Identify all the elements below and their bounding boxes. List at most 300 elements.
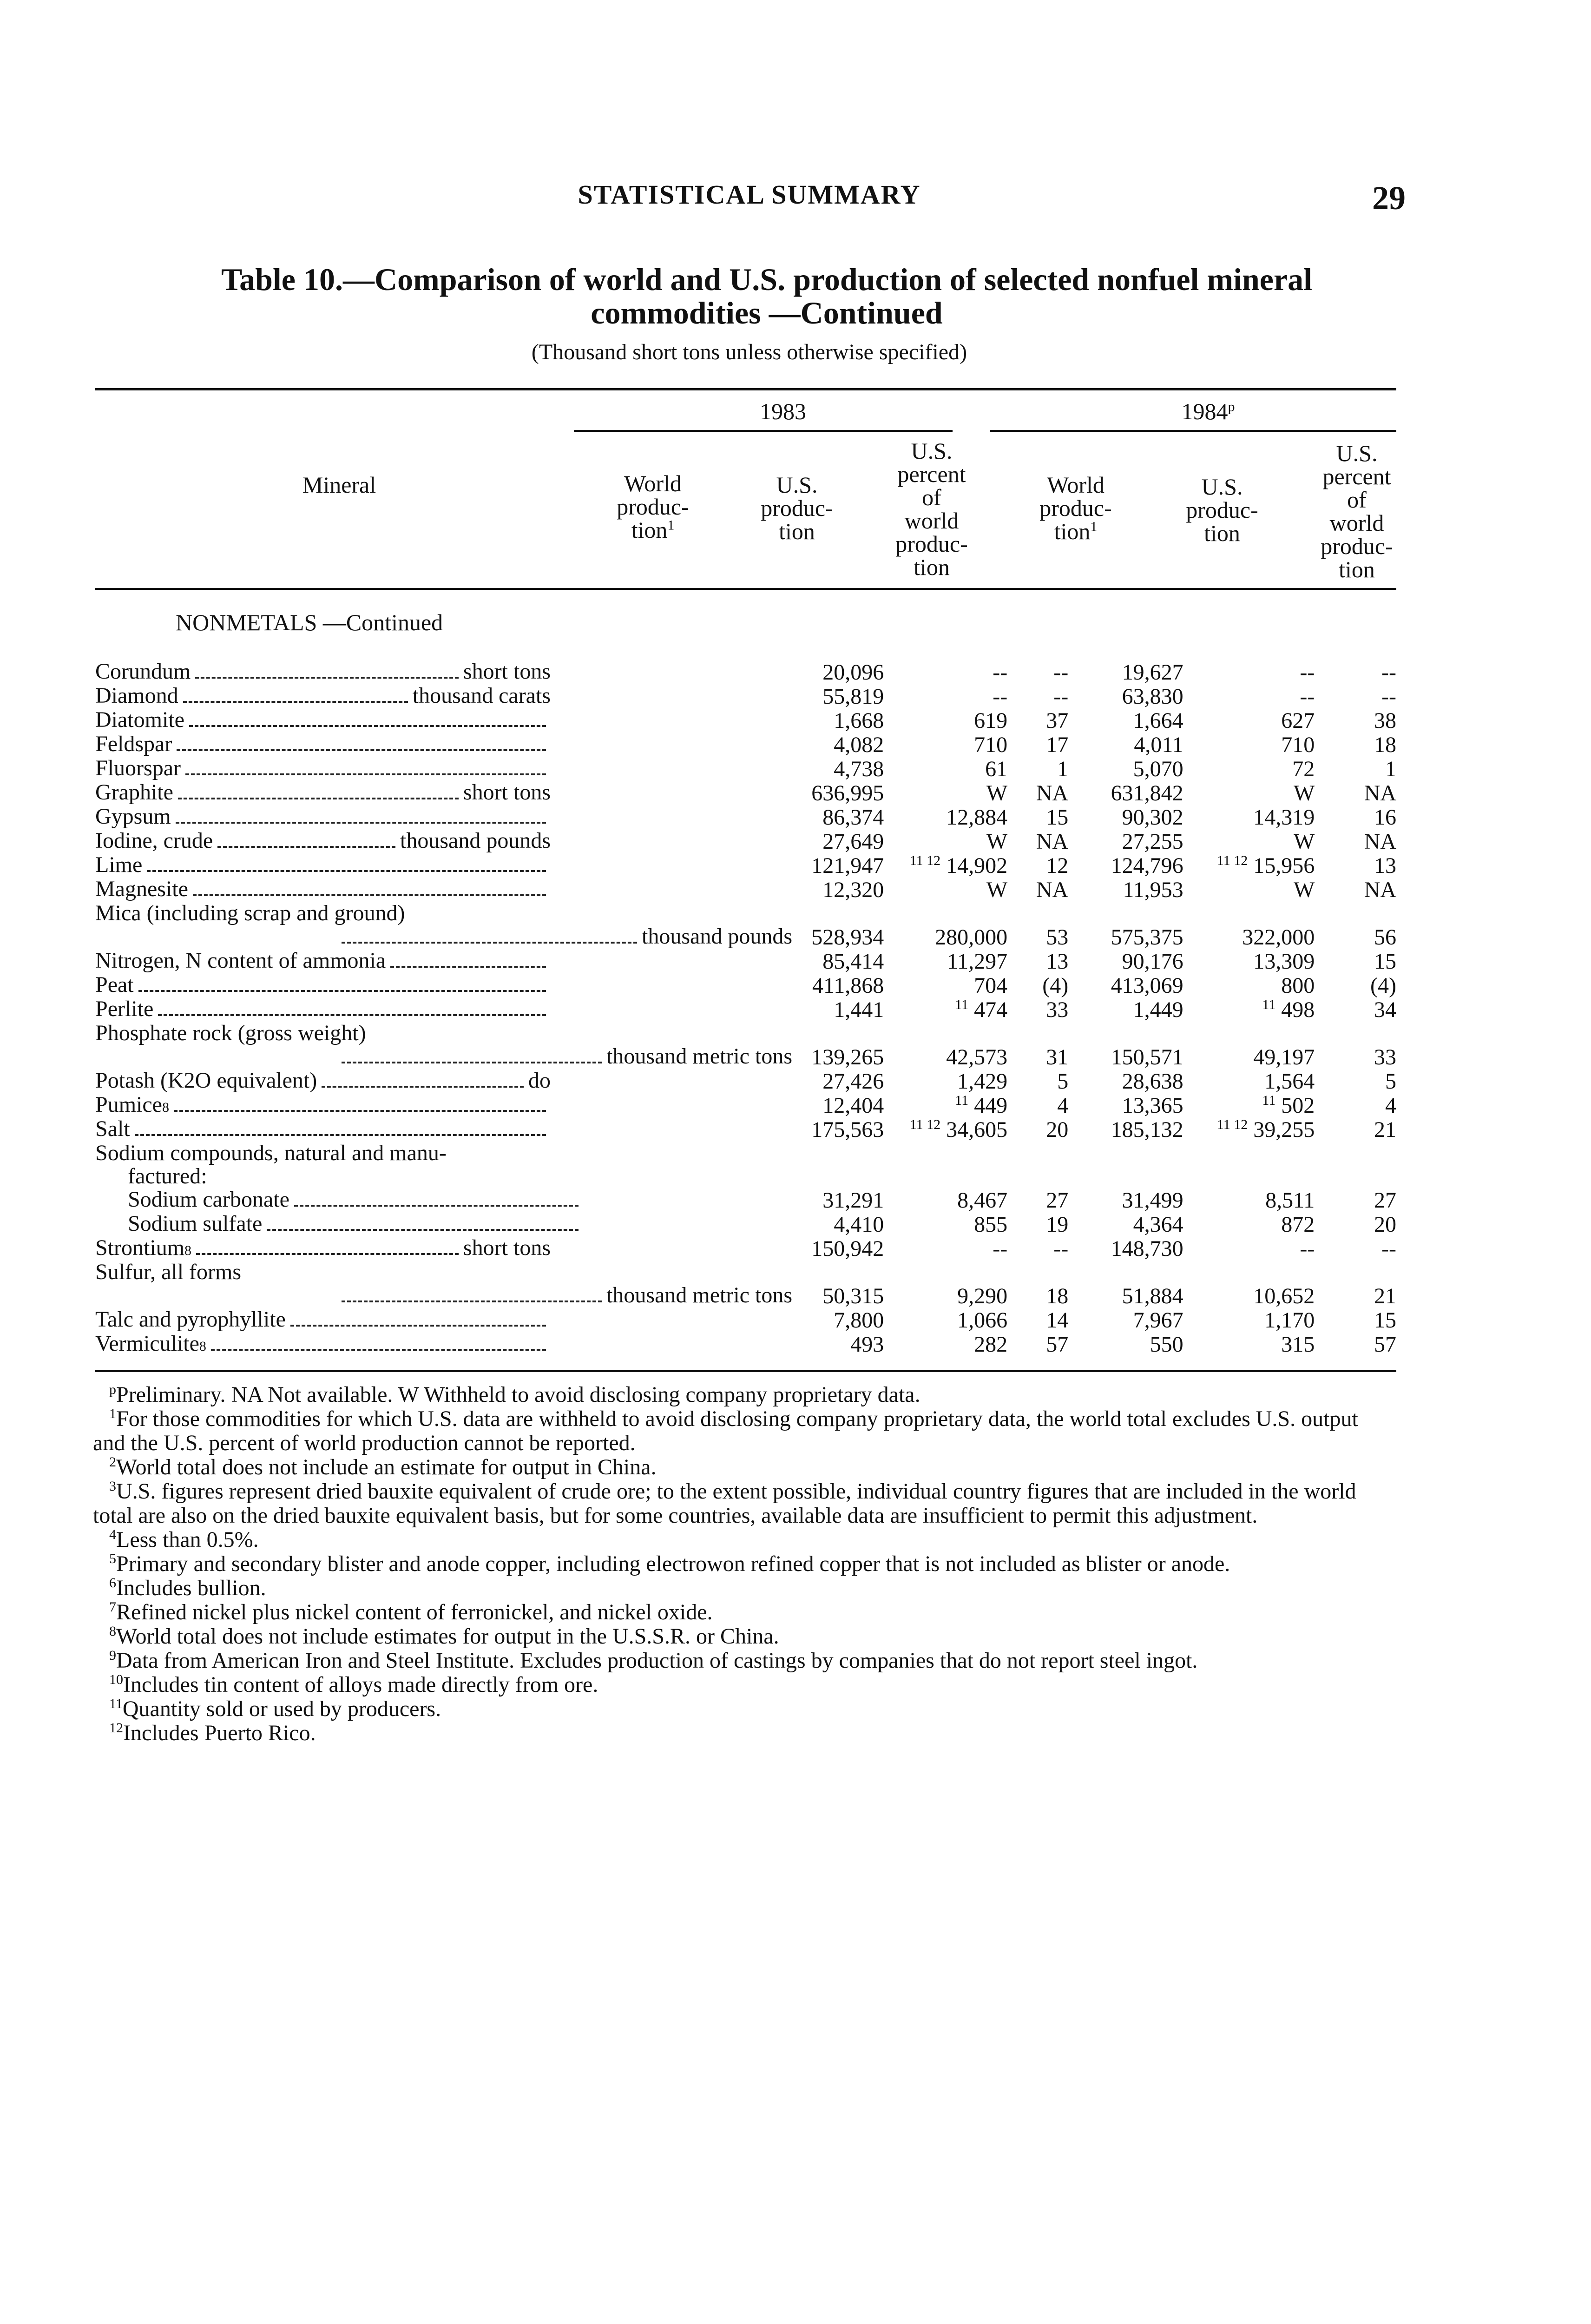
value-cell-pc84 bbox=[1315, 878, 1396, 902]
table-row bbox=[95, 781, 1396, 805]
world-production-1983-header bbox=[581, 472, 725, 541]
value-text: 124,796 bbox=[1111, 853, 1183, 878]
value-cell-pc83 bbox=[1007, 708, 1068, 733]
rule-1983 bbox=[574, 430, 953, 432]
value-text: 449 bbox=[974, 1093, 1008, 1118]
value-text: 33 bbox=[1374, 1045, 1396, 1070]
table-row bbox=[95, 997, 1396, 1022]
value-cell-pc84 bbox=[1315, 949, 1396, 973]
mineral-table-body bbox=[95, 660, 1396, 1356]
footnote-text: Primary and secondary blister and anode copper, including electrowon refined copper that is not included as blister or anode. bbox=[116, 1552, 1230, 1576]
header-line: of bbox=[1347, 487, 1367, 513]
value-text: 411,868 bbox=[812, 973, 884, 998]
value-cell-us83 bbox=[884, 829, 1007, 853]
footnote bbox=[93, 1552, 1394, 1576]
value-cell-pc83 bbox=[1007, 757, 1068, 781]
header-line: of bbox=[922, 484, 941, 510]
header-line: World bbox=[624, 470, 682, 496]
mineral-name: Pumice bbox=[95, 1092, 162, 1117]
value-cell-us83 bbox=[884, 1165, 1007, 1188]
leader-dots bbox=[147, 870, 546, 872]
value-cell-wp84 bbox=[1068, 949, 1183, 973]
value-text: 31,499 bbox=[1122, 1188, 1183, 1213]
mineral-name-wrap bbox=[95, 925, 792, 949]
value-cell-pc83 bbox=[1007, 997, 1068, 1022]
header-bottom-rule bbox=[95, 588, 1396, 590]
year-1984-sup: p bbox=[1228, 399, 1235, 415]
value-cell-us84 bbox=[1183, 1236, 1315, 1261]
footnote-mark: 10 bbox=[109, 1672, 123, 1687]
mineral-cell bbox=[95, 1261, 792, 1284]
value-text: W bbox=[1293, 781, 1315, 805]
footnote bbox=[93, 1576, 1394, 1600]
value-text: -- bbox=[1381, 684, 1396, 709]
mineral-name-wrap: Pumice 8 bbox=[95, 1093, 551, 1117]
mineral-cell bbox=[95, 1212, 792, 1236]
value-cell-us84 bbox=[1183, 1212, 1315, 1236]
value-cell-us83 bbox=[884, 1212, 1007, 1236]
value-cell-us83 bbox=[884, 781, 1007, 805]
value-text: -- bbox=[1300, 684, 1315, 709]
mineral-cell bbox=[95, 973, 792, 997]
value-text: 11,953 bbox=[1123, 878, 1183, 902]
leader-dots bbox=[183, 701, 408, 703]
value-cell-pc83 bbox=[1007, 878, 1068, 902]
mineral-name: Fluorspar bbox=[95, 756, 181, 780]
value-cell-us84 bbox=[1183, 1093, 1315, 1117]
value-text: 631,842 bbox=[1111, 781, 1183, 805]
footnote-text: Refined nickel plus nickel content of ferronickel, and nickel oxide. bbox=[116, 1600, 713, 1624]
value-text: 31,291 bbox=[822, 1188, 884, 1213]
value-cell-wp83 bbox=[792, 733, 884, 757]
value-text: 9,290 bbox=[957, 1284, 1008, 1308]
world-production-1984-header bbox=[1001, 473, 1150, 543]
value-cell-wp83 bbox=[792, 997, 884, 1022]
section-label: NONMETALS —Continued bbox=[176, 609, 443, 635]
table-row bbox=[95, 878, 1396, 902]
value-text: 1,449 bbox=[1133, 997, 1183, 1022]
mineral-name-wrap bbox=[95, 805, 551, 829]
value-text: NA bbox=[1364, 878, 1396, 902]
value-text: 18 bbox=[1046, 1284, 1069, 1308]
leader-dots bbox=[158, 1014, 546, 1016]
mineral-name: Sulfur, all forms bbox=[95, 1260, 242, 1284]
value-text: 20 bbox=[1374, 1212, 1396, 1237]
value-text: 49,197 bbox=[1253, 1045, 1315, 1070]
mineral-name-wrap bbox=[95, 1165, 583, 1188]
header-line: produc- bbox=[761, 495, 833, 521]
leader-dots bbox=[290, 1325, 546, 1327]
mineral-name-wrap bbox=[95, 829, 551, 853]
table-row bbox=[95, 973, 1396, 997]
leader-dots bbox=[176, 822, 546, 824]
value-text: 14,902 bbox=[946, 853, 1008, 878]
footnote-ref: 11 bbox=[1262, 1093, 1276, 1108]
value-cell-wp84 bbox=[1068, 1308, 1183, 1332]
value-cell-wp84 bbox=[1068, 1142, 1183, 1165]
footnote-text: For those commodities for which U.S. data are withheld to avoid disclosing company proprietary data, the world total excludes U.S. output and the U.S. percent of world production cannot be reported. bbox=[93, 1406, 1358, 1455]
value-cell-us84 bbox=[1183, 1332, 1315, 1356]
footnote-ref: 11 12 bbox=[909, 1117, 941, 1132]
mineral-name-wrap bbox=[95, 684, 551, 708]
value-text: 855 bbox=[974, 1212, 1008, 1237]
value-text: 1 bbox=[1057, 757, 1069, 781]
value-text: 150,942 bbox=[811, 1236, 884, 1261]
value-cell-us83 bbox=[884, 1284, 1007, 1308]
value-cell-pc83 bbox=[1007, 781, 1068, 805]
mineral-name-wrap bbox=[95, 1188, 583, 1212]
us-percent-1983-header bbox=[874, 439, 990, 579]
year-1983-header: 1983 bbox=[760, 398, 806, 424]
value-cell-us84 bbox=[1183, 878, 1315, 902]
footnote-mark: 3 bbox=[109, 1479, 116, 1494]
value-text: 704 bbox=[974, 973, 1008, 998]
value-cell-wp83 bbox=[792, 1022, 884, 1045]
mineral-cell bbox=[95, 925, 792, 949]
leader-dots bbox=[135, 1134, 546, 1136]
us-production-1983-header bbox=[730, 473, 864, 543]
value-text: NA bbox=[1364, 829, 1396, 854]
value-text: 1,441 bbox=[834, 997, 884, 1022]
value-cell-wp84 bbox=[1068, 973, 1183, 997]
leader-dots bbox=[178, 798, 459, 799]
value-text: 15,956 bbox=[1253, 853, 1315, 878]
value-text: 13,309 bbox=[1253, 949, 1315, 974]
header-text: tion bbox=[631, 517, 668, 543]
value-text: 16 bbox=[1374, 805, 1396, 830]
footnote-mark: 8 bbox=[109, 1624, 116, 1639]
top-rule bbox=[95, 388, 1396, 390]
value-cell-pc83 bbox=[1007, 853, 1068, 878]
value-text: 502 bbox=[1281, 1093, 1315, 1118]
value-cell-us84 bbox=[1183, 853, 1315, 878]
header-line: tion bbox=[1204, 520, 1240, 546]
mineral-name-wrap: Vermiculite 8 bbox=[95, 1332, 551, 1356]
value-text: -- bbox=[1053, 660, 1069, 685]
unit-label: short tons bbox=[463, 780, 551, 805]
value-cell-us84 bbox=[1183, 684, 1315, 708]
value-cell-pc84 bbox=[1315, 757, 1396, 781]
mineral-name: Sodium carbonate bbox=[128, 1187, 289, 1212]
value-cell-wp84 bbox=[1068, 1093, 1183, 1117]
value-text: 413,069 bbox=[1111, 973, 1183, 998]
mineral-name-wrap bbox=[95, 1069, 551, 1093]
value-text: 4 bbox=[1057, 1093, 1069, 1118]
mineral-name: Salt bbox=[95, 1116, 130, 1141]
value-cell-pc83 bbox=[1007, 1142, 1068, 1165]
footnote-text: Less than 0.5%. bbox=[116, 1527, 259, 1552]
footnote-text: Quantity sold or used by producers. bbox=[122, 1697, 441, 1721]
footnote bbox=[93, 1383, 1394, 1407]
table-row bbox=[95, 1332, 1396, 1356]
mineral-cell bbox=[95, 1117, 792, 1142]
mineral-cell bbox=[95, 878, 792, 902]
value-text: 1,664 bbox=[1133, 708, 1183, 733]
value-text: 619 bbox=[974, 708, 1008, 733]
value-cell-wp83 bbox=[792, 708, 884, 733]
value-cell-pc83 bbox=[1007, 684, 1068, 708]
table-row bbox=[95, 925, 1396, 949]
value-text: 4 bbox=[1385, 1093, 1396, 1118]
value-cell-pc83 bbox=[1007, 1093, 1068, 1117]
value-text: 39,255 bbox=[1253, 1117, 1315, 1142]
value-cell-us84 bbox=[1183, 1069, 1315, 1093]
leader-dots bbox=[342, 1062, 602, 1063]
value-text: 19 bbox=[1046, 1212, 1069, 1237]
year-1984-header bbox=[1134, 400, 1282, 423]
value-text: 27 bbox=[1374, 1188, 1396, 1213]
value-text: 872 bbox=[1281, 1212, 1315, 1237]
mineral-cell bbox=[95, 853, 792, 878]
mineral-name-wrap bbox=[95, 1022, 551, 1045]
value-text: 57 bbox=[1046, 1332, 1069, 1357]
value-text: 27,649 bbox=[822, 829, 884, 854]
header-line: tion bbox=[779, 518, 815, 544]
us-percent-1984-header bbox=[1296, 442, 1417, 581]
value-cell-us84 bbox=[1183, 1165, 1315, 1188]
value-text: 17 bbox=[1046, 733, 1069, 757]
value-cell-wp83 bbox=[792, 1045, 884, 1069]
mineral-cell bbox=[95, 1236, 792, 1261]
value-text: (4) bbox=[1370, 973, 1396, 998]
value-cell-pc83 bbox=[1007, 1045, 1068, 1069]
leader-dots bbox=[217, 846, 395, 848]
value-cell-us83 bbox=[884, 878, 1007, 902]
footnote bbox=[93, 1697, 1394, 1721]
mineral-name: Corundum bbox=[95, 659, 191, 684]
mineral-name-wrap: Strontium 8 short tons bbox=[95, 1235, 551, 1260]
footnote-ref: 11 bbox=[955, 1093, 969, 1108]
value-cell-pc84 bbox=[1315, 1308, 1396, 1332]
value-text: -- bbox=[993, 660, 1008, 685]
footnote-mark: 2 bbox=[109, 1454, 116, 1470]
mineral-name: factured: bbox=[128, 1164, 207, 1188]
mineral-cell bbox=[95, 1308, 792, 1332]
value-text: 1,170 bbox=[1264, 1308, 1315, 1333]
value-text: 33 bbox=[1046, 997, 1069, 1022]
value-cell-us84 bbox=[1183, 829, 1315, 853]
value-cell-pc83 bbox=[1007, 1117, 1068, 1142]
mineral-name: Feldspar bbox=[95, 732, 172, 756]
value-cell-wp84 bbox=[1068, 1261, 1183, 1284]
value-cell-us84 bbox=[1183, 1308, 1315, 1332]
mineral-name: Talc and pyrophyllite bbox=[95, 1307, 286, 1332]
mineral-cell bbox=[95, 949, 792, 973]
value-text: 63,830 bbox=[1122, 684, 1183, 709]
mineral-column-header: Mineral bbox=[302, 472, 376, 498]
value-text: 55,819 bbox=[822, 684, 884, 709]
value-text: 4,011 bbox=[1134, 733, 1183, 757]
value-cell-wp83 bbox=[792, 1142, 884, 1165]
value-cell-us84 bbox=[1183, 997, 1315, 1022]
header-line: produc- bbox=[1039, 495, 1112, 521]
value-text: W bbox=[1293, 829, 1315, 854]
value-cell-wp84 bbox=[1068, 829, 1183, 853]
value-cell-wp83 bbox=[792, 1261, 884, 1284]
value-cell-wp84 bbox=[1068, 1045, 1183, 1069]
value-text: 575,375 bbox=[1111, 925, 1183, 950]
unit-label: do bbox=[528, 1068, 551, 1093]
footnote-text: World total does not include an estimate for output in China. bbox=[116, 1455, 657, 1479]
footnote-mark: 12 bbox=[109, 1720, 123, 1736]
value-text: 27,426 bbox=[822, 1069, 884, 1094]
value-cell-wp83 bbox=[792, 1165, 884, 1188]
value-cell-wp83 bbox=[792, 660, 884, 684]
footnote-text: Includes tin content of alloys made directly from ore. bbox=[123, 1672, 598, 1697]
mineral-name: Diatomite bbox=[95, 707, 184, 732]
mineral-cell bbox=[95, 708, 792, 733]
value-cell-pc83 bbox=[1007, 733, 1068, 757]
footnote-mark: 5 bbox=[109, 1551, 116, 1566]
value-text: 8,467 bbox=[957, 1188, 1008, 1213]
footnote bbox=[93, 1721, 1394, 1745]
table-subtitle: (Thousand short tons unless otherwise specified) bbox=[531, 340, 967, 364]
mineral-name: Sodium sulfate bbox=[128, 1211, 263, 1236]
value-text: NA bbox=[1036, 781, 1069, 805]
value-cell-pc84 bbox=[1315, 708, 1396, 733]
leader-dots bbox=[189, 725, 546, 727]
value-cell-us83 bbox=[884, 733, 1007, 757]
mineral-name: Diamond bbox=[95, 683, 178, 708]
value-text: 90,176 bbox=[1122, 949, 1183, 974]
mineral-name-wrap bbox=[95, 733, 551, 757]
table-row bbox=[95, 1308, 1396, 1332]
value-cell-pc84 bbox=[1315, 925, 1396, 949]
value-text: -- bbox=[1381, 660, 1396, 685]
leader-dots bbox=[267, 1229, 579, 1231]
header-line: produc- bbox=[617, 494, 689, 520]
running-head: STATISTICAL SUMMARY bbox=[578, 179, 921, 210]
value-text: 10,652 bbox=[1253, 1284, 1315, 1308]
value-text: 1,429 bbox=[957, 1069, 1008, 1094]
table-title-line2: commodities —Continued bbox=[591, 295, 943, 330]
mineral-name-wrap bbox=[95, 902, 551, 925]
value-text: 14,319 bbox=[1253, 805, 1315, 830]
value-text: 15 bbox=[1046, 805, 1069, 830]
value-text: 19,627 bbox=[1122, 660, 1183, 685]
value-cell-pc83 bbox=[1007, 1069, 1068, 1093]
value-cell-pc83 bbox=[1007, 1261, 1068, 1284]
value-text: 13 bbox=[1046, 949, 1069, 974]
value-cell-wp83 bbox=[792, 1332, 884, 1356]
value-text: 20 bbox=[1046, 1117, 1069, 1142]
footnote-text: U.S. figures represent dried bauxite equivalent of crude ore; to the extent possible, individual country figures that are included in the world total are also on the dried bauxite equivalent basis, but for some countries, available data are insufficient to permit this adjustment. bbox=[93, 1479, 1356, 1528]
mineral-name-wrap bbox=[95, 660, 551, 684]
footnote bbox=[93, 1407, 1394, 1455]
leader-dots bbox=[342, 942, 637, 944]
value-text: 498 bbox=[1281, 997, 1315, 1022]
unit-label: thousand metric tons bbox=[606, 1283, 792, 1307]
value-text: 18 bbox=[1374, 733, 1396, 757]
value-text: -- bbox=[1300, 660, 1315, 685]
mineral-name: Nitrogen, N content of ammonia bbox=[95, 948, 386, 973]
unit-label: thousand pounds bbox=[642, 924, 792, 949]
value-text: 15 bbox=[1374, 1308, 1396, 1333]
value-text: 4,738 bbox=[834, 757, 884, 781]
us-production-1984-header bbox=[1157, 475, 1287, 545]
value-cell-us83 bbox=[884, 949, 1007, 973]
value-cell-wp83 bbox=[792, 949, 884, 973]
value-cell-us83 bbox=[884, 1332, 1007, 1356]
value-text: 1,668 bbox=[834, 708, 884, 733]
mineral-cell bbox=[95, 829, 792, 853]
value-text: 72 bbox=[1292, 757, 1315, 781]
value-cell-us84 bbox=[1183, 781, 1315, 805]
mineral-name-wrap bbox=[95, 1117, 551, 1142]
mineral-name-wrap bbox=[95, 1045, 792, 1069]
value-text: 11,297 bbox=[947, 949, 1008, 974]
footnote bbox=[93, 1455, 1394, 1479]
header-line bbox=[1001, 520, 1150, 543]
value-text: 1 bbox=[1385, 757, 1396, 781]
header-line: tion bbox=[1339, 556, 1375, 582]
value-cell-wp84 bbox=[1068, 684, 1183, 708]
value-cell-wp83 bbox=[792, 1236, 884, 1261]
value-text: 280,000 bbox=[935, 925, 1008, 950]
header-line: world bbox=[1329, 510, 1384, 536]
header-line: percent bbox=[897, 461, 966, 487]
header-line: produc- bbox=[895, 531, 968, 557]
footnote-text: Includes Puerto Rico. bbox=[123, 1721, 316, 1745]
footnote-mark: 9 bbox=[109, 1648, 116, 1663]
value-cell-us84 bbox=[1183, 805, 1315, 829]
table-row bbox=[95, 1022, 1396, 1045]
value-cell-us83 bbox=[884, 757, 1007, 781]
value-cell-pc83 bbox=[1007, 925, 1068, 949]
value-cell-wp83 bbox=[792, 1308, 884, 1332]
header-line: World bbox=[1047, 472, 1104, 498]
footnote-text: Data from American Iron and Steel Institute. Excludes production of castings by companies that do not report steel ingot. bbox=[116, 1648, 1198, 1673]
header-line: U.S. bbox=[911, 438, 953, 464]
value-cell-wp84 bbox=[1068, 997, 1183, 1022]
footnotes bbox=[93, 1383, 1394, 1745]
value-cell-wp83 bbox=[792, 1117, 884, 1142]
value-cell-wp84 bbox=[1068, 733, 1183, 757]
value-text: NA bbox=[1036, 878, 1069, 902]
value-cell-us83 bbox=[884, 1069, 1007, 1093]
table-row bbox=[95, 757, 1396, 781]
value-cell-wp84 bbox=[1068, 757, 1183, 781]
mineral-cell bbox=[95, 1045, 792, 1069]
leader-dots bbox=[211, 1349, 546, 1351]
mineral-name: Sodium compounds, natural and manu- bbox=[95, 1141, 447, 1165]
leader-dots bbox=[185, 773, 546, 775]
mineral-name: Iodine, crude bbox=[95, 828, 213, 853]
mineral-cell bbox=[95, 733, 792, 757]
value-cell-pc83 bbox=[1007, 829, 1068, 853]
value-cell-pc84 bbox=[1315, 781, 1396, 805]
mineral-name-wrap bbox=[95, 853, 551, 878]
value-text: 15 bbox=[1374, 949, 1396, 974]
value-cell-pc84 bbox=[1315, 1093, 1396, 1117]
value-text: -- bbox=[1053, 1236, 1069, 1261]
footnote bbox=[93, 1479, 1394, 1528]
value-text: 20,096 bbox=[822, 660, 884, 685]
mineral-name: Mica (including scrap and ground) bbox=[95, 901, 405, 925]
value-text: 800 bbox=[1281, 973, 1315, 998]
mineral-name-wrap bbox=[95, 997, 551, 1022]
unit-label: short tons bbox=[463, 659, 551, 684]
value-cell-wp83 bbox=[792, 829, 884, 853]
mineral-name: Magnesite bbox=[95, 877, 188, 901]
mineral-cell bbox=[95, 1069, 792, 1093]
value-text: 61 bbox=[985, 757, 1008, 781]
value-cell-wp84 bbox=[1068, 1188, 1183, 1212]
mineral-cell bbox=[95, 1332, 792, 1356]
value-cell-pc84 bbox=[1315, 1142, 1396, 1165]
mineral-cell bbox=[95, 1142, 792, 1165]
value-cell-wp84 bbox=[1068, 1236, 1183, 1261]
